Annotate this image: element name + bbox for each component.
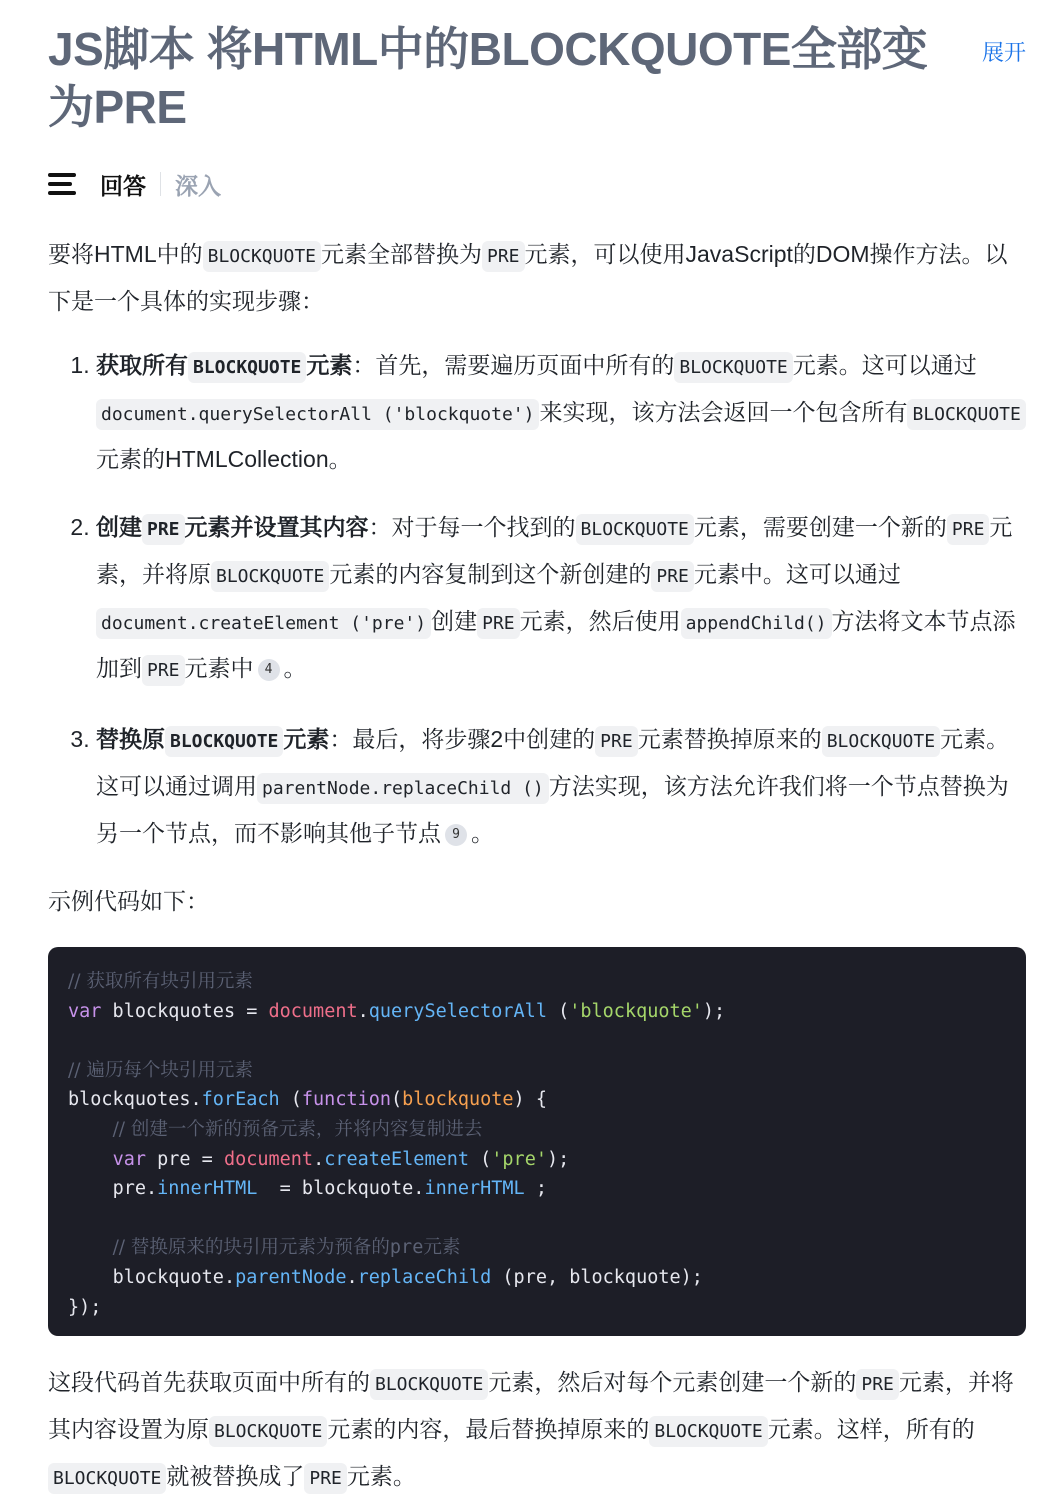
text: 元素，需要创建一个新的 xyxy=(693,514,947,540)
text: 元素全部替换为 xyxy=(321,241,482,267)
tab-answer[interactable]: 回答 xyxy=(100,172,146,199)
inline-code: PRE xyxy=(651,561,694,592)
inline-code: PRE xyxy=(477,608,520,639)
inline-code: BLOCKQUOTE xyxy=(576,514,694,545)
steps-list xyxy=(48,343,1026,855)
inline-code: BLOCKQUOTE xyxy=(674,352,792,383)
inline-code: document.querySelectorAll ('blockquote') xyxy=(96,399,539,430)
text: 元素，然后使用 xyxy=(519,608,681,634)
text: 元素。这可以通过 xyxy=(792,352,977,378)
step-3 xyxy=(96,717,1026,855)
text: 。 xyxy=(283,655,307,681)
inline-code: PRE xyxy=(142,514,185,545)
text: 就被替换成了 xyxy=(166,1463,305,1490)
code-block[interactable]: // 获取所有块引用元素 var blockquotes = document.querySelectorAll ('blockquote'); // 遍历每个块引用元素 blockquotes.forEach (function(blockquote) { // 创建一个新的预备元素，并将内容复制进去 var pre = document.createElement ('pre'); pre.innerHTML = blockquote.innerHTML ; // 替换原来的块引用元素为预备的pre元素 blockquote.parentNode.replaceChild (pre, blockquote); }); xyxy=(48,947,1026,1336)
inline-code: PRE xyxy=(482,241,525,272)
text: 。 xyxy=(471,820,494,846)
list-lines-icon xyxy=(48,173,78,195)
example-label: 示例代码如下： xyxy=(48,888,209,914)
inline-code: parentNode.replaceChild () xyxy=(257,773,549,804)
header xyxy=(48,0,1026,136)
text: 元素中 xyxy=(184,655,254,681)
text: 元素的HTMLCollection。 xyxy=(96,446,352,472)
text: 元素的内容复制到这个新创建的 xyxy=(329,561,652,587)
inline-code: PRE xyxy=(595,726,638,757)
text: 元素替换掉原来的 xyxy=(637,726,822,752)
inline-code: BLOCKQUOTE xyxy=(209,1416,327,1447)
inline-code: BLOCKQUOTE xyxy=(822,726,940,757)
step-heading: 获取所有 BLOCKQUOTE 元素 xyxy=(96,352,352,378)
text: 要将HTML中的 xyxy=(48,241,203,267)
inline-code: BLOCKQUOTE xyxy=(48,1463,166,1494)
text: 元素中。这可以通过 xyxy=(693,561,901,587)
text: 这段代码首先获取页面中所有的 xyxy=(48,1369,370,1396)
text: 方法将文本节点添加到 xyxy=(96,608,1016,681)
text: 方法实现，该方法允许我们将一个节点替换为另一个节点，而不影响其他子节点 xyxy=(96,773,1009,846)
inline-code: BLOCKQUOTE xyxy=(211,561,329,592)
text: 元素。 xyxy=(346,1463,416,1490)
expand-button[interactable]: 展开 xyxy=(981,40,1026,65)
page-title: JS脚本 将HTML中的BLOCKQUOTE全部变为PRE xyxy=(48,23,928,133)
inline-code: BLOCKQUOTE xyxy=(649,1416,767,1447)
intro-paragraph xyxy=(48,232,1026,323)
text: 元素，然后对每个元素创建一个新的 xyxy=(488,1369,857,1396)
inline-code: PRE xyxy=(856,1369,899,1400)
text: ：首先，需要遍历页面中所有的 xyxy=(352,352,675,378)
inline-code: BLOCKQUOTE xyxy=(165,726,283,757)
inline-code: BLOCKQUOTE xyxy=(203,241,321,272)
inline-code: PRE xyxy=(142,655,185,686)
text: 元素的内容，最后替换掉原来的 xyxy=(327,1416,650,1443)
text: 元素。这样，所有的 xyxy=(767,1416,975,1443)
citation-badge[interactable]: 4 xyxy=(258,659,280,681)
text: 来实现，该方法会返回一个包含所有 xyxy=(539,399,908,425)
text: 元素，并将其内容设置为原 xyxy=(48,1369,1014,1443)
text: 元素。这可以通过调用 xyxy=(96,726,1010,799)
step-heading: 替换原 BLOCKQUOTE 元素 xyxy=(96,726,329,752)
inline-code: PRE xyxy=(947,514,990,545)
inline-code: BLOCKQUOTE xyxy=(907,399,1025,430)
text: 元素，并将原 xyxy=(96,514,1013,587)
inline-code: appendChild() xyxy=(681,608,832,639)
tab-divider xyxy=(160,172,161,196)
citation-badge[interactable]: 9 xyxy=(445,824,467,846)
text: ：最后，将步骤2中创建的 xyxy=(329,726,596,752)
tab-deep-dive[interactable]: 深入 xyxy=(175,172,221,199)
summary-paragraph xyxy=(48,1360,1026,1501)
text: ：对于每一个找到的 xyxy=(368,514,576,540)
step-2 xyxy=(96,505,1026,693)
inline-code: PRE xyxy=(304,1463,347,1494)
inline-code: document.createElement ('pre') xyxy=(96,608,431,639)
text: 元素，可以使用JavaScript的DOM操作方法。以下是一个具体的实现步骤： xyxy=(48,241,1008,314)
step-1 xyxy=(96,343,1026,481)
inline-code: BLOCKQUOTE xyxy=(370,1369,488,1400)
tab-bar xyxy=(48,164,1026,204)
inline-code: BLOCKQUOTE xyxy=(188,352,306,383)
step-heading: 创建 PRE 元素并设置其内容 xyxy=(96,514,369,540)
text: 创建 xyxy=(431,608,478,634)
